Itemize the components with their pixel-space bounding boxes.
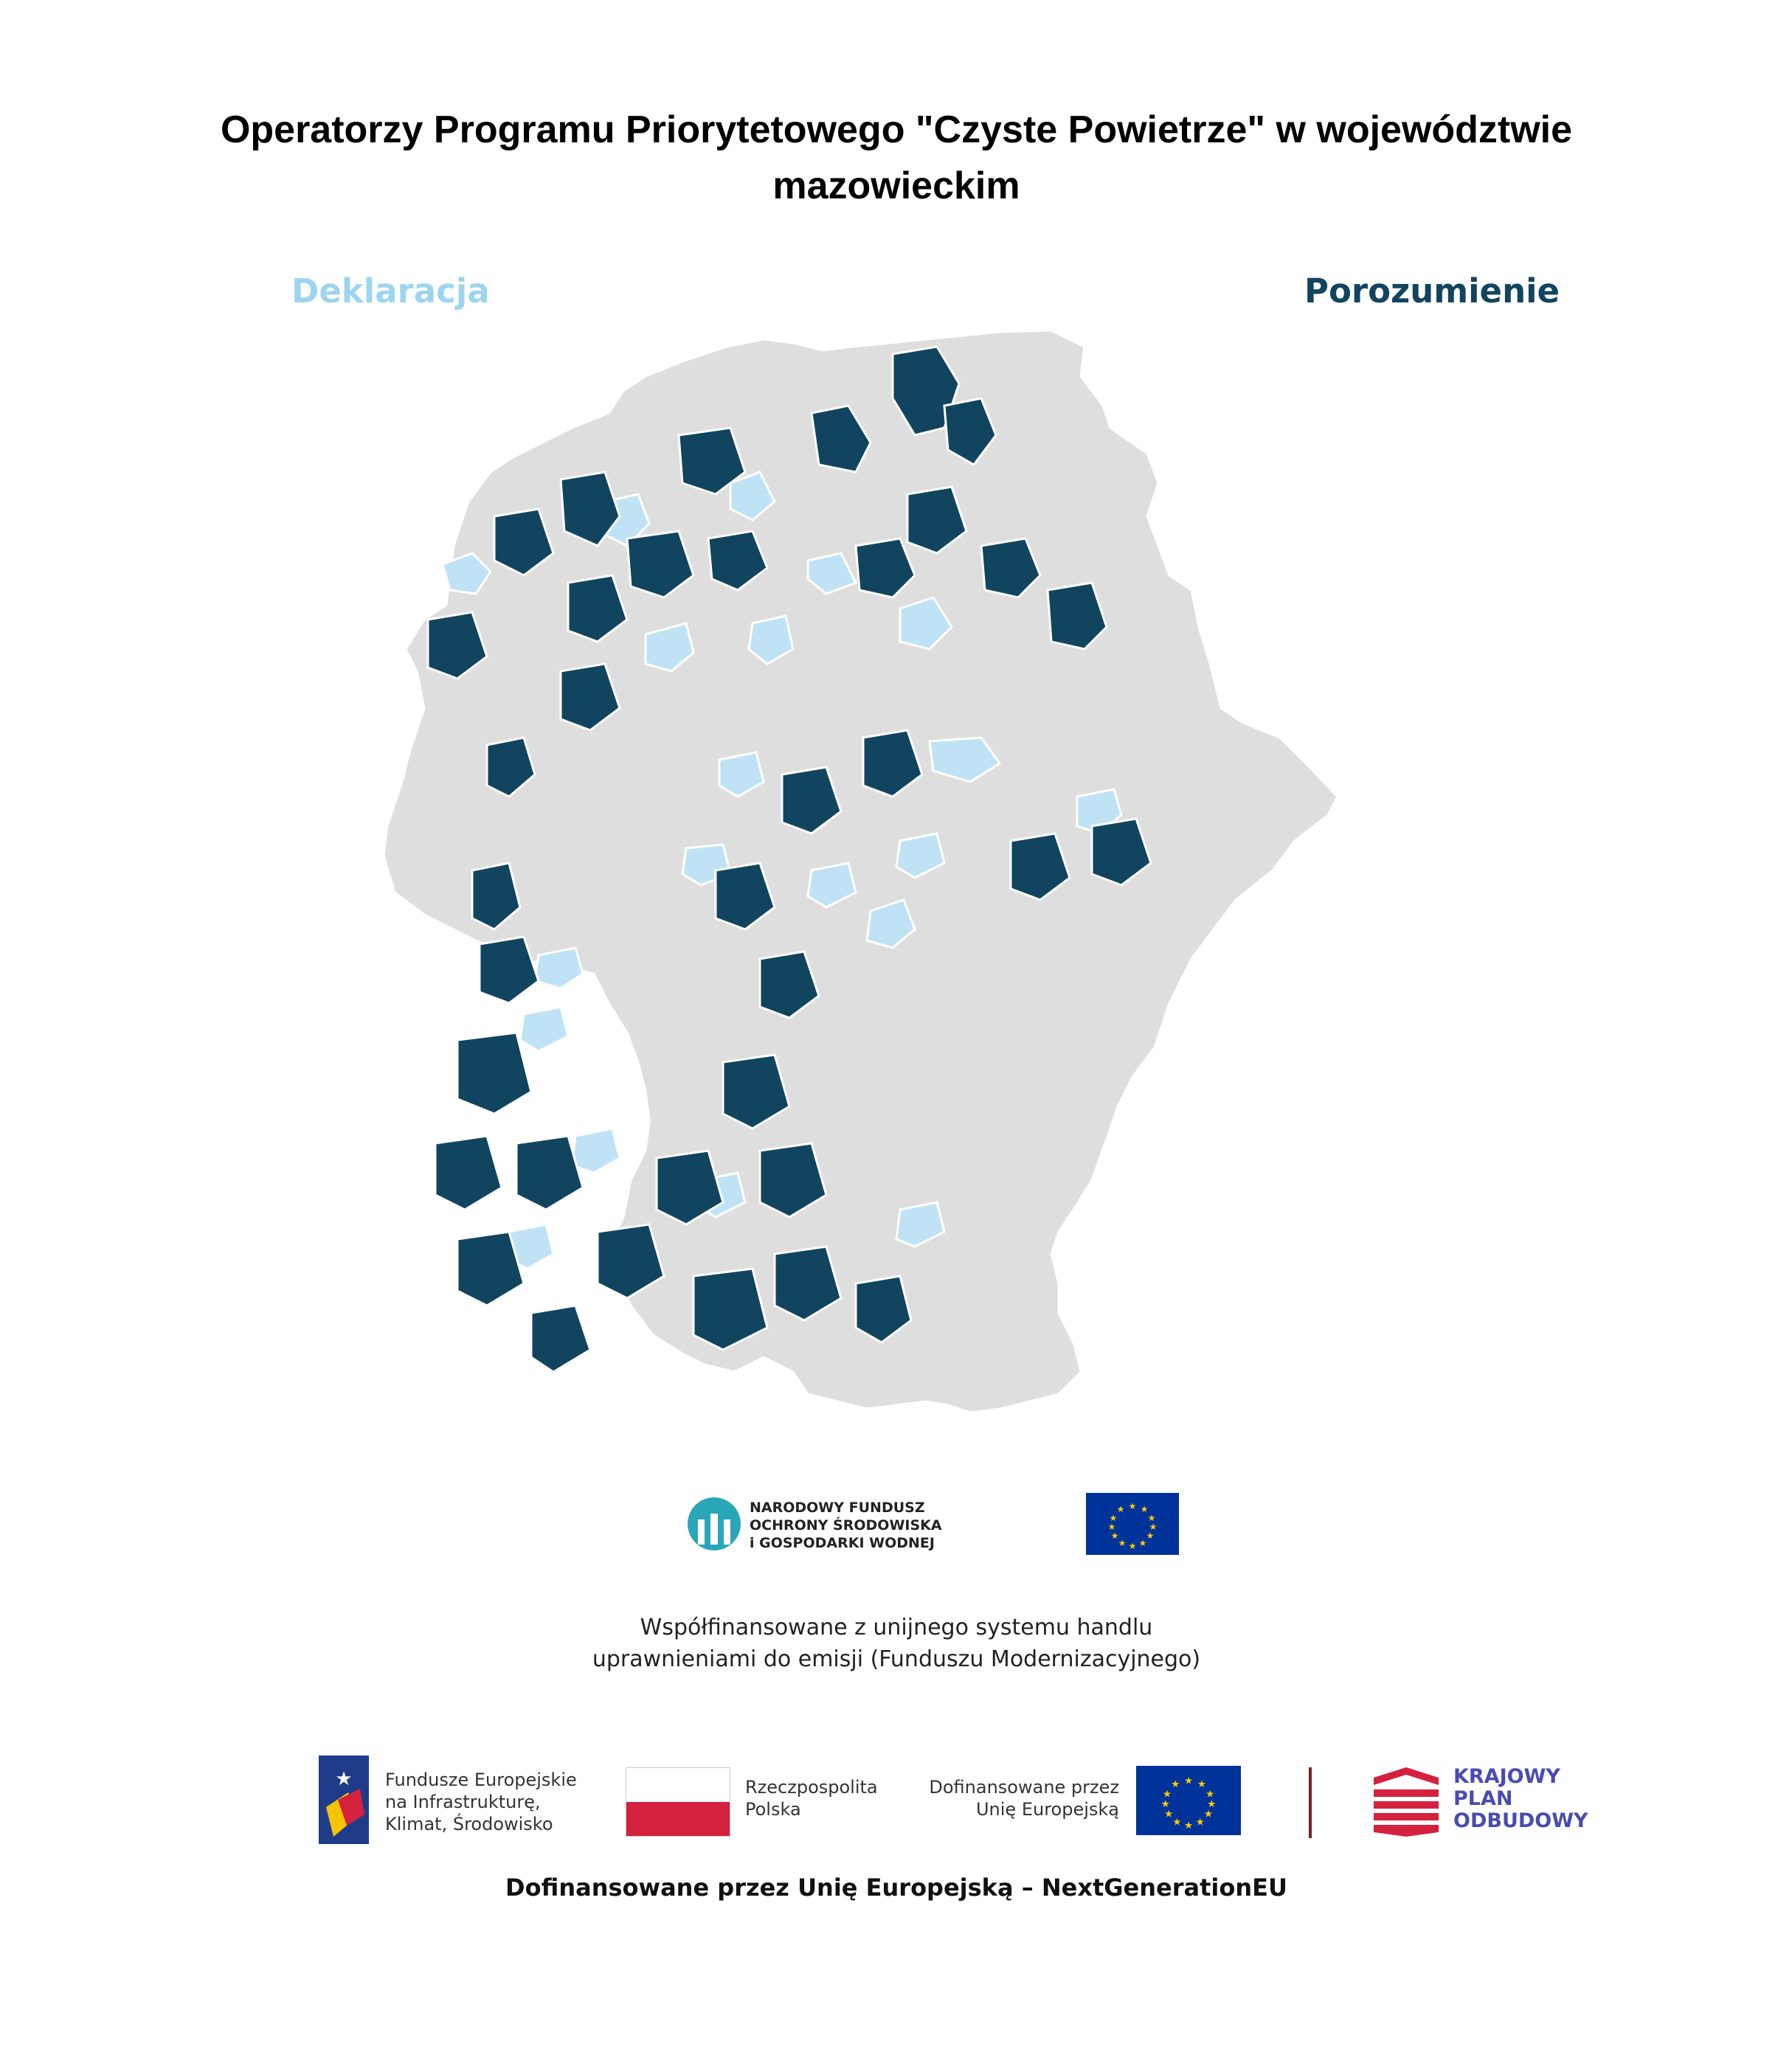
kpo-name xyxy=(1453,1766,1588,1832)
cofinanced-line-2: uprawnieniami do emisji (Funduszu Modernizacyjnego) xyxy=(592,1646,1201,1672)
fe-line-3: Klimat, Środowisko xyxy=(385,1814,553,1834)
svg-text:★: ★ xyxy=(1197,1778,1206,1790)
map-title-line-1: Operatorzy Programu Priorytetowego "Czyste Powietrze" w województwie xyxy=(220,108,1573,151)
svg-text:★: ★ xyxy=(1138,1538,1147,1548)
svg-text:★: ★ xyxy=(1171,1778,1180,1790)
svg-text:★: ★ xyxy=(1110,1531,1119,1541)
cofinanced-text xyxy=(516,1612,1276,1675)
kpo-line-1: KRAJOWY xyxy=(1453,1765,1560,1788)
legend-agreement: Porozumienie xyxy=(1304,271,1560,311)
svg-text:★: ★ xyxy=(1203,1808,1213,1820)
declaration-region xyxy=(520,1007,568,1051)
svg-text:★: ★ xyxy=(1205,1788,1215,1800)
svg-text:★: ★ xyxy=(1207,1798,1217,1809)
svg-text:★: ★ xyxy=(1195,1816,1205,1828)
logo-divider xyxy=(1309,1767,1312,1838)
agreement-region xyxy=(435,1136,502,1210)
eu-line-1: Dofinansowane przez xyxy=(929,1777,1119,1798)
fe-logo-icon xyxy=(319,1756,369,1844)
svg-text:★: ★ xyxy=(1140,1504,1149,1514)
agreement-region xyxy=(531,1306,590,1372)
map-title xyxy=(111,102,1682,214)
declaration-region xyxy=(572,1129,620,1173)
eu-flag-icon xyxy=(1086,1493,1179,1555)
svg-text:★: ★ xyxy=(1107,1522,1116,1532)
nfos-name xyxy=(750,1499,942,1552)
svg-text:★: ★ xyxy=(1164,1808,1174,1820)
kpo-line-3: ODBUDOWY xyxy=(1453,1809,1588,1832)
eu-cofinanced-label xyxy=(926,1776,1119,1820)
svg-text:★: ★ xyxy=(1109,1513,1118,1523)
eu-stars xyxy=(1136,1766,1241,1835)
nfos-line-3: i GOSPODARKI WODNEJ xyxy=(750,1535,935,1551)
svg-text:★: ★ xyxy=(1128,1541,1137,1551)
agreement-region xyxy=(457,1033,531,1114)
mazowieckie-municipality-map xyxy=(384,325,1446,1431)
agreement-region xyxy=(516,1136,583,1210)
eu-line-2: Unię Europejską xyxy=(975,1799,1119,1820)
nfos-line-1: NARODOWY FUNDUSZ xyxy=(750,1500,925,1516)
map-title-line-2: mazowieckim xyxy=(772,164,1020,207)
fe-name xyxy=(385,1769,577,1835)
svg-text:★: ★ xyxy=(1149,1522,1158,1532)
pl-name xyxy=(745,1776,878,1820)
pl-line-1: Rzeczpospolita xyxy=(745,1777,878,1798)
legend-declaration: Deklaracja xyxy=(291,271,490,311)
svg-text:★: ★ xyxy=(1118,1538,1127,1548)
fe-line-2: na Infrastrukturę, xyxy=(385,1792,541,1812)
fe-line-1: Fundusze Europejskie xyxy=(385,1770,577,1790)
eu-flag-icon xyxy=(1136,1766,1241,1835)
svg-text:★: ★ xyxy=(1147,1513,1156,1523)
svg-text:★: ★ xyxy=(1116,1504,1125,1514)
nfos-logo-icon xyxy=(685,1494,744,1553)
kpo-line-2: PLAN xyxy=(1453,1787,1513,1810)
svg-text:★: ★ xyxy=(1183,1775,1194,1786)
declaration-region xyxy=(535,948,583,988)
nfos-line-2: OCHRONY ŚRODOWISKA xyxy=(750,1517,942,1533)
svg-text:★: ★ xyxy=(1172,1816,1182,1828)
svg-text:★: ★ xyxy=(1146,1531,1155,1541)
pl-line-2: Polska xyxy=(745,1799,801,1820)
poland-flag-icon xyxy=(626,1767,730,1837)
kpo-logo-icon xyxy=(1374,1767,1439,1837)
nextgen-eu-text: Dofinansowane przez Unię Europejską – NextGenerationEU xyxy=(505,1874,1287,1902)
svg-text:★: ★ xyxy=(1183,1820,1194,1831)
svg-text:★: ★ xyxy=(1128,1501,1137,1511)
nfos-logo xyxy=(685,1494,950,1555)
svg-text:★: ★ xyxy=(1162,1788,1172,1800)
svg-text:★: ★ xyxy=(335,1767,353,1789)
eu-stars xyxy=(1086,1493,1179,1555)
cofinanced-line-1: Współfinansowane z unijnego systemu handlu xyxy=(640,1615,1153,1640)
svg-text:★: ★ xyxy=(1160,1798,1170,1809)
